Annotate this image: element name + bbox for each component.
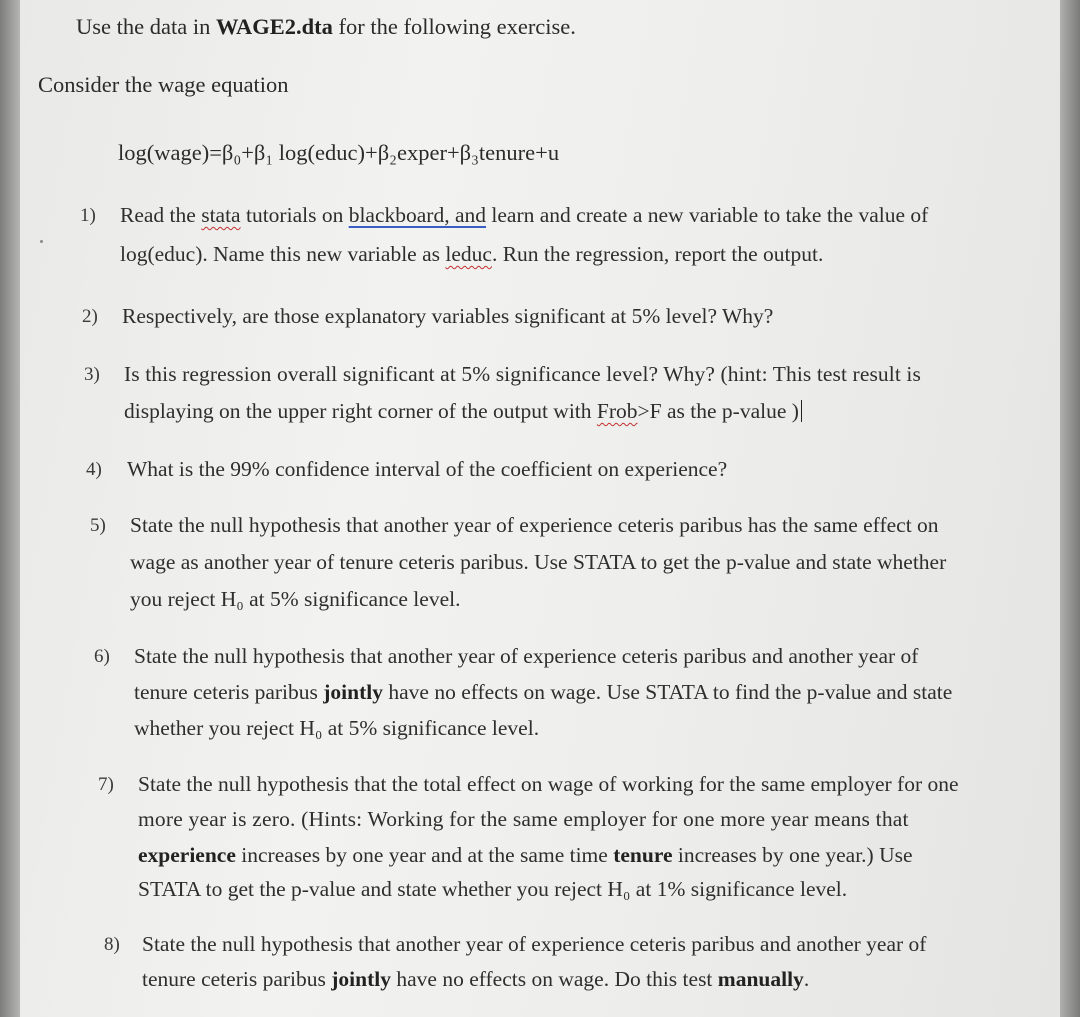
- question-line: STATA to get the p-value and state whether you reject H₀ at 1% significance level.: [138, 877, 848, 901]
- wage-equation: log(wage)=β₀+β₁ log(educ)+β₂exper+β₃tenure+u: [118, 140, 560, 165]
- margin-mark: [40, 240, 43, 243]
- text-cursor: [801, 400, 803, 422]
- question-line: tenure ceteris paribus jointly have no effects on wage. Use STATA to find the p-value and state: [134, 680, 953, 704]
- question-line: Respectively, are those explanatory variables significant at 5% level? Why?: [122, 304, 774, 328]
- question-number: 4): [86, 459, 102, 480]
- question-line: Read the stata tutorials on blackboard, and learn and create a new variable to take the value of: [120, 203, 929, 227]
- screen-bezel-left: [0, 0, 20, 1017]
- question-number: 3): [84, 364, 100, 385]
- grammar-flag: blackboard, and: [348, 203, 487, 227]
- spellcheck-word: stata: [201, 203, 241, 227]
- title-filename: WAGE2.dta: [215, 14, 333, 39]
- question-number: 5): [90, 515, 106, 536]
- question-line: you reject H₀ at 5% significance level.: [130, 587, 461, 611]
- question-number: 2): [82, 306, 98, 327]
- question-line: log(educ). Name this new variable as leduc. Run the regression, report the output.: [120, 242, 824, 266]
- emphasis-text: experience: [138, 843, 236, 867]
- question-line: whether you reject H₀ at 5% significance level.: [134, 716, 540, 740]
- document-page: [20, 0, 1060, 1017]
- question-line: State the null hypothesis that another year of experience ceteris paribus and another year of: [142, 932, 927, 956]
- spellcheck-word: Frob: [596, 399, 638, 423]
- question-number: 1): [80, 205, 96, 226]
- question-line: displaying on the upper right corner of the output with Frob>F as the p-value ): [124, 399, 802, 424]
- intro-text: Consider the wage equation: [38, 72, 289, 97]
- emphasis-text: jointly: [323, 680, 383, 704]
- emphasis-text: jointly: [331, 967, 391, 991]
- title-text-pre: Use the data in: [76, 14, 216, 39]
- question-line: What is the 99% confidence interval of the coefficient on experience?: [127, 457, 728, 481]
- question-line: State the null hypothesis that another year of experience ceteris paribus and another year of: [134, 644, 919, 668]
- question-line: experience increases by one year and at the same time tenure increases by one year.) Use: [138, 843, 913, 867]
- emphasis-text: manually: [717, 967, 804, 991]
- title-text-post: for the following exercise.: [332, 14, 576, 39]
- document-title: [76, 14, 576, 40]
- question-line: State the null hypothesis that another year of experience ceteris paribus has the same effect on: [130, 513, 939, 537]
- question-line: Is this regression overall significant at 5% significance level? Why? (hint: This test result is: [124, 362, 921, 386]
- question-number: 6): [94, 646, 110, 667]
- question-line: more year is zero. (Hints: Working for the same employer for one more year means that: [138, 807, 909, 831]
- question-line: tenure ceteris paribus jointly have no effects on wage. Do this test manually.: [142, 967, 810, 991]
- question-line: wage as another year of tenure ceteris paribus. Use STATA to get the p-value and state whether: [130, 550, 947, 574]
- emphasis-text: tenure: [613, 843, 673, 867]
- screen-bezel-right: [1060, 0, 1080, 1017]
- question-line: State the null hypothesis that the total effect on wage of working for the same employer for one: [138, 772, 959, 796]
- question-number: 8): [104, 934, 120, 955]
- spellcheck-word: leduc: [445, 242, 492, 266]
- question-number: 7): [98, 774, 114, 795]
